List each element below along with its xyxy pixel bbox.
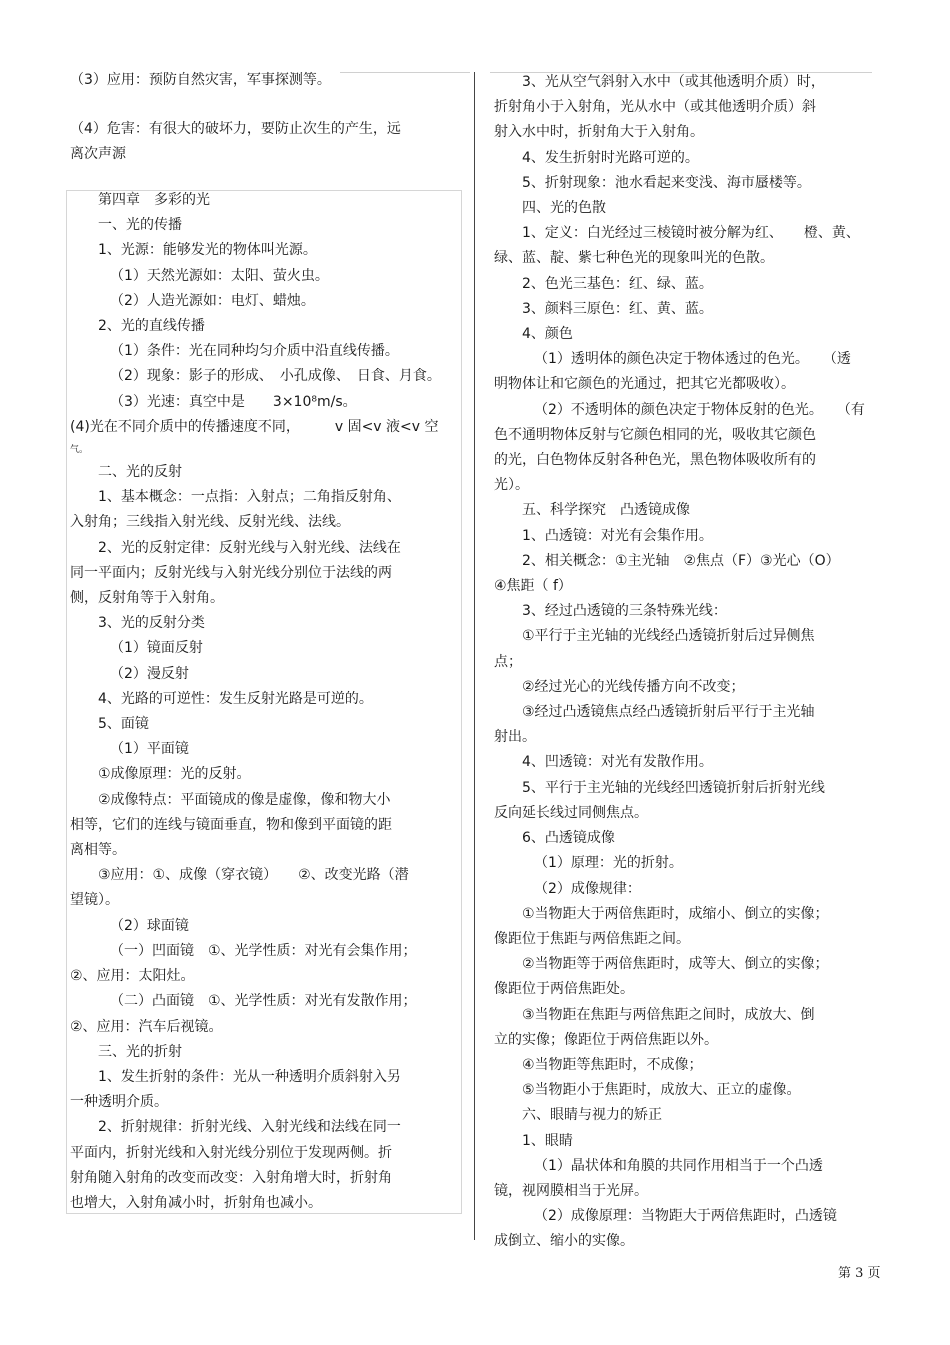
- text-line: （1）透明体的颜色决定于物体透过的色光。 （透: [534, 351, 851, 368]
- text-line: 入射角；三线指入射光线、反射光线、法线。: [70, 514, 350, 531]
- text-line: 2、折射规律：折射光线、入射光线和法线在同一: [98, 1119, 401, 1136]
- text-line: 6、凸透镜成像: [522, 830, 615, 847]
- text-line: 4、颜色: [522, 326, 573, 343]
- text-line: 一、光的传播: [98, 217, 182, 234]
- text-line: （1）镜面反射: [110, 640, 203, 657]
- text-line: ②、应用：汽车后视镜。: [70, 1018, 223, 1035]
- text-line: 1、眼睛: [522, 1132, 573, 1149]
- text-line: 立的实像；像距位于两倍焦距以外。: [494, 1031, 718, 1048]
- text-line: [70, 93, 470, 117]
- text-line: 折射角小于入射角，光从水中（或其他透明介质）斜: [494, 99, 816, 116]
- text-line: 4、发生折射时光路可逆的。: [522, 149, 699, 166]
- text-line: 相等，它们的连线与镜面垂直，物和像到平面镜的距: [70, 816, 392, 833]
- text-line: ③应用：①、成像（穿衣镜） ②、改变光路（潜: [98, 867, 409, 884]
- top-left-text: [70, 68, 470, 168]
- text-line: 成倒立、缩小的实像。: [494, 1233, 634, 1250]
- text-line: （二）凸面镜 ①、光学性质：对光有发散作用；: [110, 993, 417, 1010]
- text-line: 色不通明物体反射与它颜色相同的光，吸收其它颜色: [494, 426, 816, 443]
- text-line: ③经过凸透镜焦点经凸透镜折射后平行于主光轴: [522, 704, 815, 721]
- text-line: 五、科学探究 凸透镜成像: [522, 502, 690, 519]
- text-line: 3、光从空气斜射入水中（或其他透明介质）时，: [522, 74, 825, 90]
- text-line: 2、光的直线传播: [98, 318, 205, 335]
- text-line: 1、凸透镜：对光有会集作用。: [522, 527, 713, 544]
- text-line: 同一平面内；反射光线与入射光线分别位于法线的两: [70, 564, 392, 581]
- text-line: 1、基本概念：一点指：入射点；二角指反射角、: [98, 489, 401, 506]
- page-number: 第 3 页: [838, 1266, 881, 1281]
- text-line: ②经过光心的光线传播方向不改变；: [522, 678, 745, 695]
- text-line: ①当物距大于两倍焦距时，成缩小、倒立的实像；: [522, 905, 829, 922]
- text-line: （2）不透明体的颜色决定于物体反射的色光。 （有: [534, 401, 865, 418]
- text-line: （1）天然光源如：太阳、萤火虫。: [110, 267, 329, 284]
- text-line: 射入水中时，折射角大于入射角。: [494, 124, 704, 141]
- text-line: 3、颜料三原色：红、黄、蓝。: [522, 300, 713, 317]
- text-line: ③当物距在焦距与两倍焦距之间时，成放大、倒: [522, 1006, 815, 1023]
- text-line: 1、发生折射的条件：光从一种透明介质斜射入另: [98, 1068, 401, 1085]
- text-line: 离次声源: [70, 146, 126, 163]
- text-line: 二、光的反射: [98, 464, 182, 481]
- text-line: （4）危害：有很大的破坏力，要防止次生的产生，远: [70, 121, 401, 138]
- text-line: （1）条件：光在同种均匀介质中沿直线传播。: [110, 343, 399, 360]
- text-line: ①平行于主光轴的光线经凸透镜折射后过异侧焦: [522, 628, 815, 645]
- text-line: 镜，视网膜相当于光屏。: [494, 1182, 648, 1199]
- text-line: 明物体让和它颜色的光通过，把其它光都吸收）。: [494, 376, 795, 393]
- text-line: 射出。: [494, 729, 536, 746]
- text-line: 点；: [494, 653, 522, 670]
- text-line: 3、经过凸透镜的三条特殊光线：: [522, 603, 727, 620]
- text-line: （1）原理：光的折射。: [534, 855, 683, 872]
- text-line: 2、光的反射定律：反射光线与入射光线、法线在: [98, 539, 401, 556]
- text-line: 像距位于焦距与两倍焦距之间。: [494, 930, 690, 947]
- text-line: ④焦距（ f）: [494, 578, 572, 595]
- text-line: 侧，反射角等于入射角。: [70, 590, 224, 607]
- text-line: ②成像特点：平面镜成的像是虚像，像和物大小: [98, 791, 391, 808]
- text-line: （1）平面镜: [110, 741, 189, 758]
- text-line: （一）凹面镜 ①、光学性质：对光有会集作用；: [110, 942, 417, 959]
- text-line: 离相等。: [70, 842, 126, 859]
- right-column: [494, 70, 884, 1255]
- text-line: ⑤当物距小于焦距时，成放大、正立的虚像。: [522, 1082, 801, 1099]
- text-line: （1）晶状体和角膜的共同作用相当于一个凸透: [534, 1157, 823, 1174]
- text-line: （2）成像规律：: [534, 880, 641, 897]
- text-line: 2、色光三基色：红、绿、蓝。: [522, 275, 713, 292]
- text-line: 4、凹透镜：对光有发散作用。: [522, 754, 713, 771]
- text-line: 4、光路的可逆性：发生反射光路是可逆的。: [98, 690, 373, 707]
- text-line: 反向延长线过同侧焦点。: [494, 804, 648, 821]
- text-line: 光）。: [494, 477, 529, 494]
- text-line: 望镜）。: [70, 892, 119, 909]
- text-line: 一种透明介质。: [70, 1094, 168, 1111]
- text-line: 1、定义：白光经过三棱镜时被分解为红、 橙、黄、: [522, 225, 860, 242]
- text-line: ④当物距等焦距时，不成像；: [522, 1056, 703, 1073]
- text-line: 的光，白色物体反射各种色光，黑色物体吸收所有的: [494, 452, 816, 469]
- left-column: [70, 188, 465, 1216]
- text-line: 5、面镜: [98, 716, 149, 733]
- text-line: （2）人造光源如：电灯、蜡烛。: [110, 292, 315, 309]
- text-line: 2、相关概念：①主光轴 ②焦点（F）③光心（O）: [522, 552, 840, 569]
- text-line: 四、光的色散: [522, 200, 606, 217]
- text-line: 六、眼睛与视力的矫正: [522, 1107, 662, 1124]
- text-line: (4)光在不同介质中的传播速度不同， v 固<v 液<v 空: [70, 418, 439, 435]
- text-line: （2）现象：影子的形成、 小孔成像、 日食、月食。: [110, 368, 441, 385]
- text-line: ②当物距等于两倍焦距时，成等大、倒立的实像；: [522, 956, 829, 973]
- text-line: ②、应用：太阳灶。: [70, 968, 195, 985]
- text-line: （3）光速：真空中是 3×10⁸m/s。: [110, 393, 357, 410]
- text-line: 气。: [70, 445, 89, 456]
- text-line: 平面内，折射光线和入射光线分别位于发现两侧。折: [70, 1144, 392, 1161]
- text-line: 射角随入射角的改变而改变：入射角增大时，折射角: [70, 1169, 392, 1186]
- text-line: 第四章 多彩的光: [98, 192, 210, 208]
- text-line: 1、光源：能够发光的物体叫光源。: [98, 242, 317, 259]
- text-line: （2）成像原理：当物距大于两倍焦距时，凸透镜: [534, 1208, 837, 1225]
- text-line: （2）漫反射: [110, 665, 189, 682]
- text-line: ①成像原理：光的反射。: [98, 766, 251, 783]
- text-line: 5、平行于主光轴的光线经凹透镜折射后折射光线: [522, 779, 825, 796]
- text-line: 5、折射现象：池水看起来变浅、海市蜃楼等。: [522, 174, 811, 191]
- column-divider: [474, 72, 475, 1240]
- text-line: 三、光的折射: [98, 1043, 182, 1060]
- text-line: 也增大，入射角减小时，折射角也减小。: [70, 1194, 322, 1211]
- text-line: 3、光的反射分类: [98, 615, 205, 632]
- text-line: （2）球面镜: [110, 917, 189, 934]
- text-line: 绿、蓝、靛、紫七种色光的现象叫光的色散。: [494, 250, 774, 267]
- text-line: （3）应用：预防自然灾害，军事探测等。: [70, 72, 331, 88]
- text-line: 像距位于两倍焦距处。: [494, 981, 634, 998]
